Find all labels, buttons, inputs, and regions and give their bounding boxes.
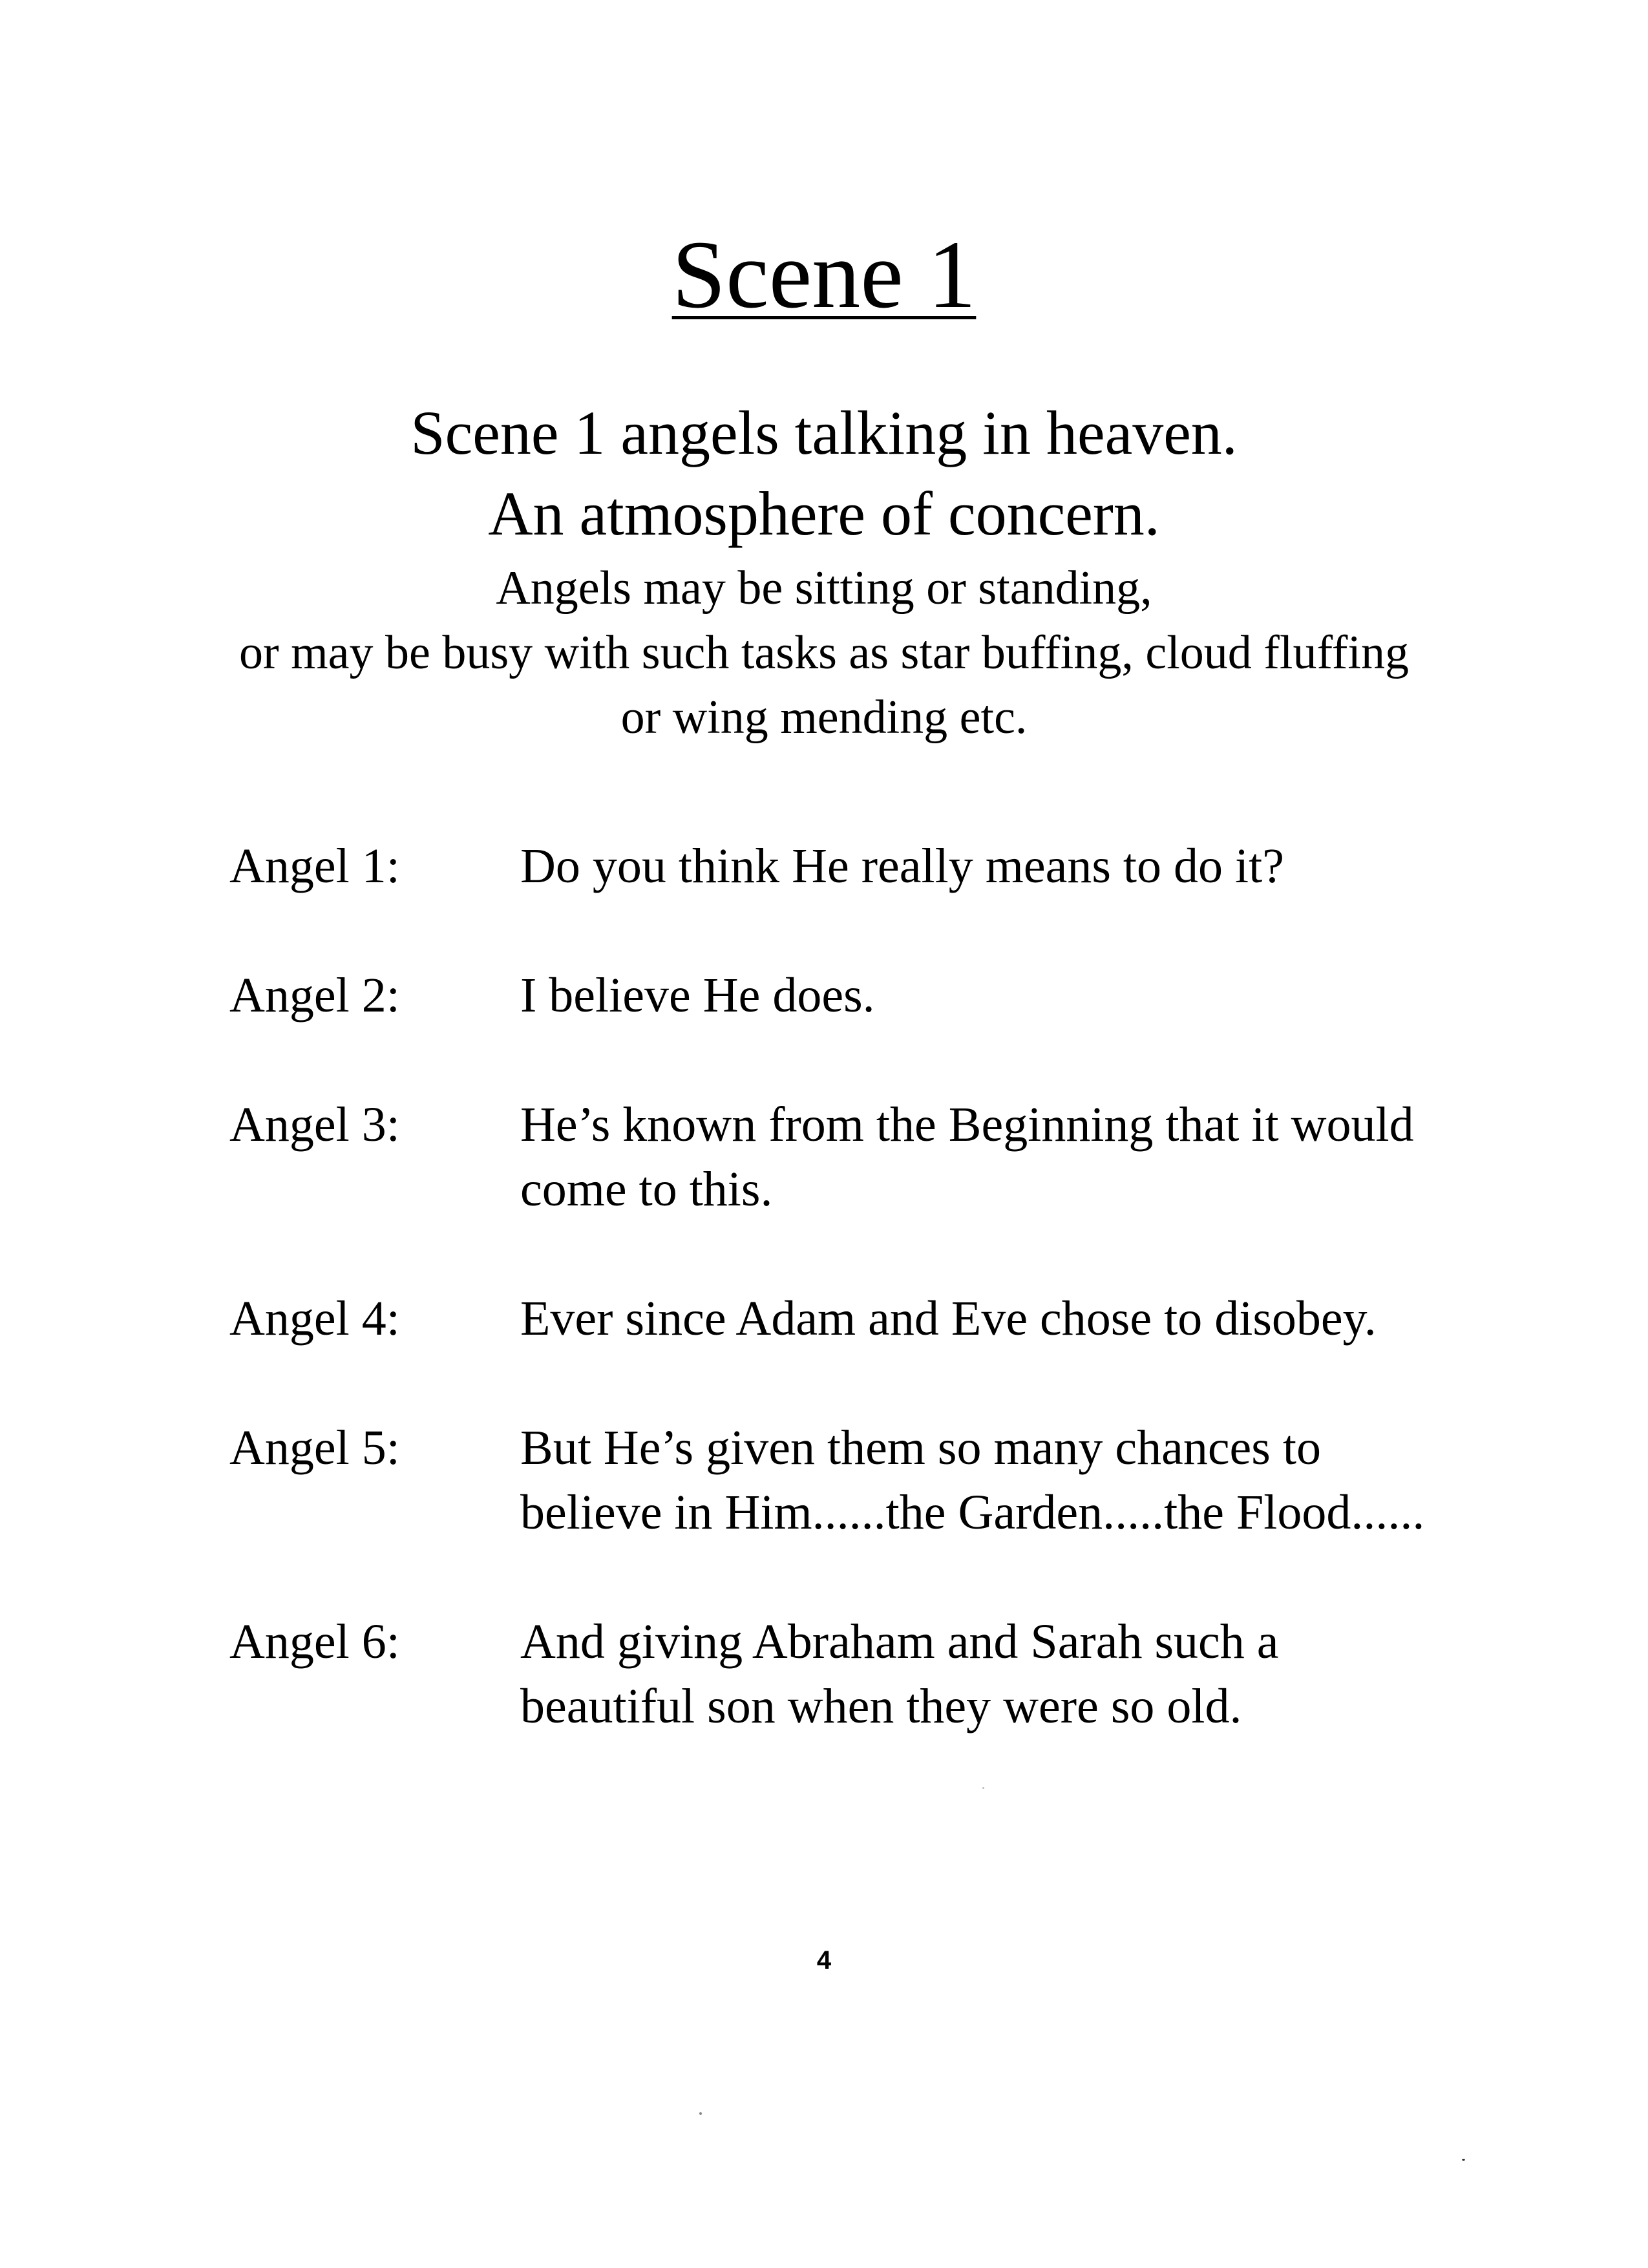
speaker-label: Angel 1: (229, 839, 400, 893)
stage-direction-line-3: or wing mending etc. (620, 691, 1028, 744)
dialogue-line: But He’s given them so many chances to believe in Him......the Garden.....the Flood...... (520, 1421, 1425, 1540)
dialogue-line: I believe He does. (520, 968, 875, 1023)
speaker-label: Angel 3: (229, 1097, 400, 1152)
speaker-label: Angel 6: (229, 1615, 400, 1669)
scene-subtitle-line-2: An atmosphere of concern. (488, 479, 1160, 548)
scan-speck (982, 1787, 984, 1789)
scan-speck (1462, 2159, 1465, 2161)
stage-direction-line-2: or may be busy with such tasks as star buffing, cloud fluffing (238, 626, 1409, 679)
speaker-label: Angel 4: (229, 1291, 400, 1346)
page-number: 4 (816, 1946, 832, 1975)
speaker-label: Angel 5: (229, 1421, 400, 1475)
dialogue-line: Ever since Adam and Eve chose to disobey. (520, 1291, 1377, 1346)
dialogue-line: And giving Abraham and Sarah such a beautiful son when they were so old. (520, 1615, 1279, 1733)
scene-title: Scene 1 (671, 221, 977, 328)
stage-direction-line-1: Angels may be sitting or standing, (496, 562, 1152, 615)
scene-subtitle-line-1: Scene 1 angels talking in heaven. (410, 398, 1238, 467)
dialogue-line: Do you think He really means to do it? (520, 839, 1284, 893)
dialogue-line: He’s known from the Beginning that it would come to this. (520, 1097, 1414, 1216)
scan-speck (699, 2112, 702, 2115)
speaker-label: Angel 2: (229, 968, 400, 1023)
